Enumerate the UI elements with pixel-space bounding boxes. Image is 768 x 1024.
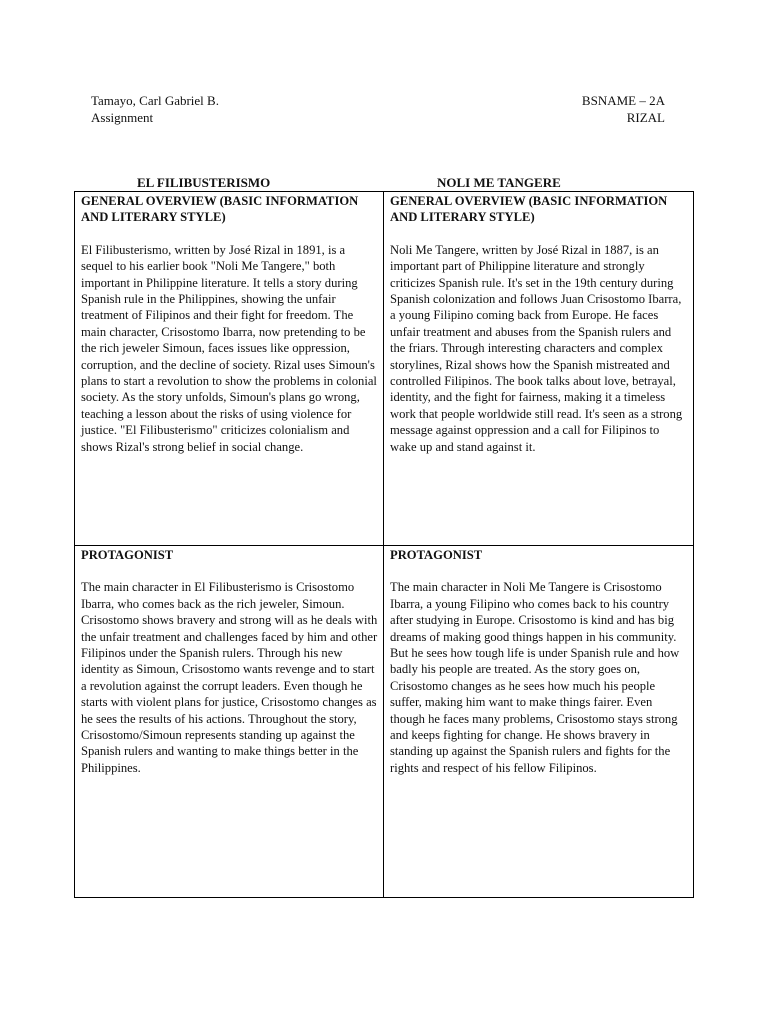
- cell-el-fili-protagonist: [75, 546, 384, 898]
- section-text: Noli Me Tangere, written by José Rizal in 1887, is an important part of Philippine literature and strongly criticizes Spanish rule. It's set in the 19th century during Spanish colonization and follows Juan Crisostomo Ibarra, a young Filipino coming back from Europe. He faces unfair treatment and abuses from the Spanish rulers and the friars. Through interesting characters and complex storylines, Rizal shows how the Spanish mistreated and controlled Filipinos. The book talks about love, betrayal, identity, and the fight for fairness, making it a timeless work that people worldwide still read. It's seen as a strong message against oppression and a call for Filipinos to wake up and stand against it.: [390, 242, 683, 454]
- section-heading: PROTAGONIST: [390, 548, 483, 562]
- section-text: The main character in Noli Me Tangere is Crisostomo Ibarra, a young Filipino who comes back to his country after studying in Europe. Crisostomo is kind and has big dreams of making good things happen in his community. But he sees how tough life is under Spanish rule and how badly his people are treated. As the story goes on, Crisostomo changes as he sees how much his people suffer, making him want to make things fairer. Even though he faces many problems, Crisostomo stays strong and keeps fighting for change. He shows bravery in standing up against the Spanish rulers and fights for the rights and respect of his fellow Filipinos.: [390, 580, 680, 775]
- cell-el-fili-overview: [75, 192, 384, 546]
- student-info: [91, 92, 219, 126]
- section-heading: GENERAL OVERVIEW (BASIC INFORMATION AND LITERARY STYLE): [390, 194, 668, 225]
- comparison-table: [74, 191, 694, 898]
- course-section: BSNAME – 2A: [581, 93, 665, 108]
- cell-noli-protagonist: [384, 546, 694, 898]
- section-text: El Filibusterismo, written by José Rizal in 1891, is a sequel to his earlier book "Noli Me Tangere," both important in Philippine literature. It tells a story during Spanish rule in the Philippines, showing the unfair treatment of Filipinos and their fight for freedom. The main character, Crisostomo Ibarra, now pretending to be the rich jeweler Simoun, faces issues like oppression, corruption, and the decline of society. Rizal uses Simoun's plans to start a revolution to show the problems in colonial society. As the story unfolds, Simoun's plans go wrong, teaching a lesson about the risks of using violence for justice. "El Filibusterismo" criticizes colonialism and shows Rizal's strong belief in social change.: [81, 242, 377, 454]
- table-row-overview: [75, 192, 694, 546]
- course-info: [530, 92, 665, 126]
- document-type: Assignment: [91, 110, 154, 125]
- column-title-el-filibusterismo: EL FILIBUSTERISMO: [137, 175, 271, 190]
- section-heading: GENERAL OVERVIEW (BASIC INFORMATION AND LITERARY STYLE): [81, 194, 359, 225]
- course-subject: RIZAL: [626, 110, 665, 125]
- table-row-protagonist: [75, 546, 694, 898]
- section-heading: PROTAGONIST: [81, 548, 174, 562]
- section-text: The main character in El Filibusterismo is Crisostomo Ibarra, who comes back as the rich jeweler, Simoun. Crisostomo shows bravery and strong will as he deals with the unfair treatment and challenges faced by him and other Filipinos under the Spanish rulers. Through his new identity as Simoun, Crisostomo wants revenge and to start a revolution against the corrupt leaders. Even though he starts with violent plans for justice, Crisostomo changes as he sees the results of his actions. Throughout the story, Crisostomo/Simoun represents standing up against the Spanish rulers and wanting to make things better in the Philippines.: [81, 580, 378, 775]
- cell-noli-overview: [384, 192, 694, 546]
- column-title-noli-me-tangere: NOLI ME TANGERE: [437, 175, 561, 190]
- student-name: Tamayo, Carl Gabriel B.: [91, 93, 219, 108]
